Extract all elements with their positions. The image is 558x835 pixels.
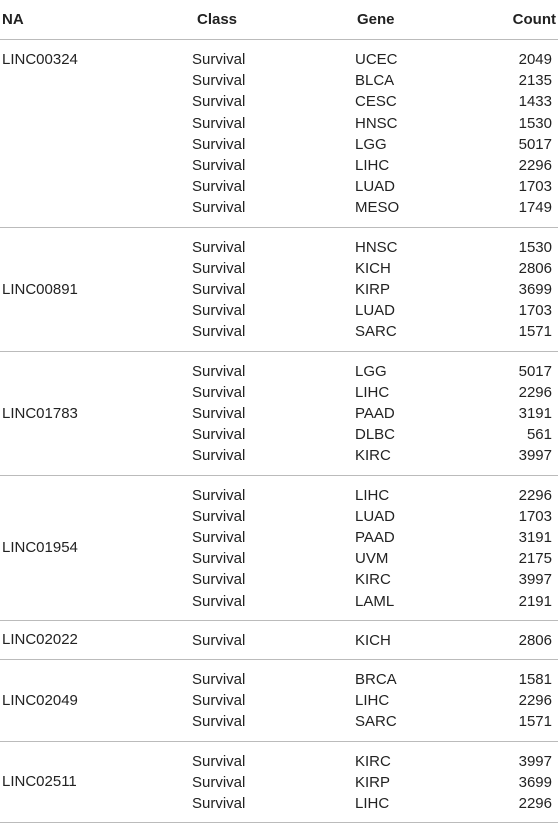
table-row — [0, 793, 558, 814]
table-row — [0, 197, 558, 218]
group-name: LINC00891 — [2, 280, 78, 298]
table-row — [0, 630, 558, 651]
cell-count: 1703 — [518, 507, 552, 525]
cell-gene: HNSC — [355, 238, 398, 256]
table-row — [0, 176, 558, 197]
group-name: LINC01783 — [2, 404, 78, 422]
table-group — [0, 228, 558, 352]
cell-class: Survival — [192, 486, 246, 504]
cell-count: 5017 — [518, 135, 552, 153]
table-row — [0, 403, 558, 424]
cell-count: 2135 — [518, 72, 552, 90]
cell-class: Survival — [192, 238, 246, 256]
group-name: LINC02022 — [2, 631, 78, 649]
cell-gene: LGG — [355, 135, 387, 153]
table-row — [0, 711, 558, 732]
cell-count: 2296 — [518, 383, 552, 401]
table-row — [0, 506, 558, 527]
table-row — [0, 485, 558, 506]
cell-class: Survival — [192, 592, 246, 610]
cell-count: 2049 — [518, 51, 552, 68]
header-na: NA — [2, 11, 24, 28]
cell-class: Survival — [192, 507, 246, 525]
table-row — [0, 548, 558, 569]
cell-class: Survival — [192, 93, 246, 111]
cell-gene: LIHC — [355, 486, 390, 504]
cell-count: 1433 — [518, 93, 552, 111]
cell-gene: CESC — [355, 93, 397, 111]
cell-class: Survival — [192, 114, 246, 132]
cell-count: 3191 — [518, 528, 552, 546]
cell-class: Survival — [192, 51, 246, 68]
cell-count: 1703 — [518, 302, 552, 320]
table-row — [0, 155, 558, 176]
table-body — [0, 40, 558, 823]
cell-gene: HNSC — [355, 114, 398, 132]
cell-count: 1571 — [518, 713, 552, 731]
cell-count: 1581 — [518, 670, 552, 688]
cell-count: 2296 — [518, 794, 552, 812]
cell-count: 3699 — [518, 773, 552, 791]
table-row — [0, 279, 558, 300]
cell-class: Survival — [192, 404, 246, 422]
cell-gene: KIRC — [355, 752, 391, 770]
table-row — [0, 321, 558, 342]
cell-class: Survival — [192, 259, 246, 277]
table-group — [0, 742, 558, 824]
table-group — [0, 40, 558, 228]
cell-gene: BRCA — [355, 670, 397, 688]
cell-count: 2191 — [518, 592, 552, 610]
cell-class: Survival — [192, 178, 246, 196]
cell-class: Survival — [192, 550, 246, 568]
header-class: Class — [197, 11, 238, 28]
table-group — [0, 352, 558, 476]
cell-count: 1703 — [518, 178, 552, 196]
table-row — [0, 237, 558, 258]
cell-count: 2296 — [518, 486, 552, 504]
header-gene: Gene — [357, 11, 395, 28]
cell-class: Survival — [192, 135, 246, 153]
cell-count: 561 — [526, 426, 552, 444]
table-group — [0, 660, 558, 742]
cell-gene: PAAD — [355, 528, 395, 546]
cell-class: Survival — [192, 713, 246, 731]
header-count: Count — [512, 11, 556, 28]
table-row — [0, 382, 558, 403]
table-row — [0, 690, 558, 711]
table-row — [0, 569, 558, 590]
cell-gene: LIHC — [355, 156, 390, 174]
cell-class: Survival — [192, 280, 246, 298]
table-row — [0, 527, 558, 548]
cell-gene: BLCA — [355, 72, 395, 90]
cell-count: 1571 — [518, 323, 552, 341]
cell-class: Survival — [192, 323, 246, 341]
cell-class: Survival — [192, 692, 246, 710]
table-row — [0, 424, 558, 445]
cell-gene: KICH — [355, 631, 391, 649]
cell-class: Survival — [192, 447, 246, 465]
cell-class: Survival — [192, 752, 246, 770]
cell-count: 2296 — [518, 692, 552, 710]
cell-gene: KICH — [355, 259, 391, 277]
cell-count: 2296 — [518, 156, 552, 174]
cell-class: Survival — [192, 528, 246, 546]
table-row — [0, 669, 558, 690]
group-name: LINC02049 — [2, 691, 78, 709]
cell-gene: LGG — [355, 362, 387, 380]
cell-gene: SARC — [355, 323, 397, 341]
cell-class: Survival — [192, 302, 246, 320]
cell-class: Survival — [192, 72, 246, 90]
cell-count: 1530 — [518, 114, 552, 132]
cell-count: 3997 — [518, 752, 552, 770]
cell-gene: LAML — [355, 592, 395, 610]
cell-class: Survival — [192, 362, 246, 380]
cell-class: Survival — [192, 156, 246, 174]
cell-count: 1530 — [518, 238, 552, 256]
cell-count: 3699 — [518, 280, 552, 298]
table-row — [0, 49, 558, 70]
table-row — [0, 300, 558, 321]
table-row — [0, 134, 558, 155]
cell-gene: KIRC — [355, 571, 391, 589]
table-row — [0, 91, 558, 112]
cell-gene: LIHC — [355, 794, 390, 812]
cell-gene: KIRC — [355, 447, 391, 465]
cell-count: 2806 — [518, 259, 552, 277]
cell-gene: LUAD — [355, 302, 396, 320]
table-group — [0, 621, 558, 660]
cell-class: Survival — [192, 773, 246, 791]
cell-class: Survival — [192, 571, 246, 589]
cell-count: 3997 — [518, 571, 552, 589]
cell-count: 2175 — [518, 550, 552, 568]
cell-gene: PAAD — [355, 404, 395, 422]
cell-gene: LIHC — [355, 383, 390, 401]
cell-count: 3997 — [518, 447, 552, 465]
cell-gene: KIRP — [355, 280, 391, 298]
cell-gene: KIRP — [355, 773, 391, 791]
table-row — [0, 591, 558, 612]
cell-gene: MESO — [355, 199, 400, 217]
cell-count: 5017 — [518, 362, 552, 380]
table-row — [0, 445, 558, 466]
cell-count: 1749 — [518, 199, 552, 217]
table-row — [0, 258, 558, 279]
table-header — [0, 0, 558, 40]
table-row — [0, 772, 558, 793]
cell-class: Survival — [192, 631, 246, 649]
cell-class: Survival — [192, 794, 246, 812]
cell-gene: LUAD — [355, 507, 396, 525]
table-row — [0, 361, 558, 382]
group-name: LINC01954 — [2, 539, 78, 557]
group-name: LINC00324 — [2, 51, 78, 68]
table-row — [0, 70, 558, 91]
cell-gene: UCEC — [355, 51, 398, 68]
cell-count: 3191 — [518, 404, 552, 422]
cell-gene: UVM — [355, 550, 389, 568]
group-name: LINC02511 — [2, 773, 77, 791]
table-row — [0, 113, 558, 134]
cell-gene: LIHC — [355, 692, 390, 710]
cell-class: Survival — [192, 383, 246, 401]
cell-class: Survival — [192, 426, 246, 444]
cell-gene: DLBC — [355, 426, 396, 444]
cell-class: Survival — [192, 670, 246, 688]
table-row — [0, 751, 558, 772]
table-group — [0, 476, 558, 621]
cell-count: 2806 — [518, 631, 552, 649]
cell-gene: LUAD — [355, 178, 396, 196]
cell-class: Survival — [192, 199, 246, 217]
cell-gene: SARC — [355, 713, 397, 731]
